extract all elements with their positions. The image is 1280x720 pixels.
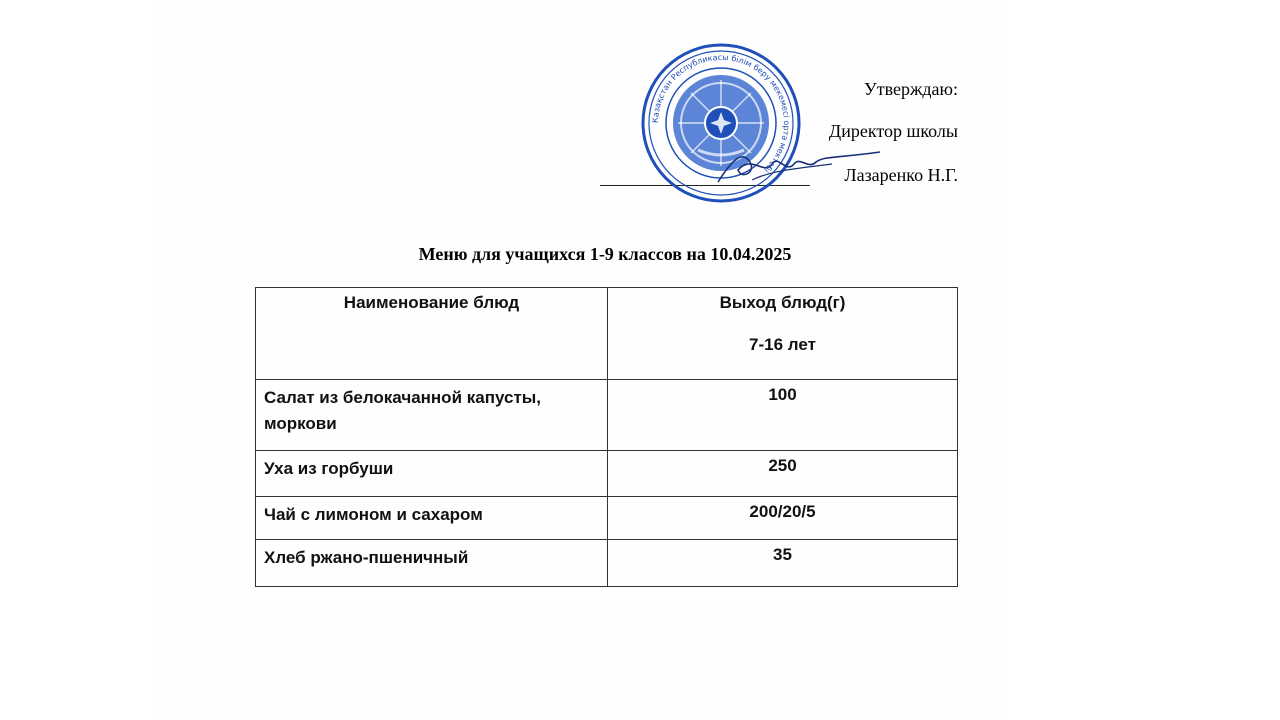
header-portion (608, 288, 958, 380)
header-age-group: 7-16 лет (749, 335, 816, 354)
dish-portion: 100 (608, 380, 958, 451)
dish-portion: 200/20/5 (608, 497, 958, 540)
dish-name: Салат из белокачанной капусты, моркови (256, 380, 608, 451)
table-row (256, 451, 958, 497)
dish-portion: 250 (608, 451, 958, 497)
table-header-row (256, 288, 958, 380)
header-dish-name: Наименование блюд (256, 288, 608, 380)
table-row (256, 540, 958, 587)
menu-table (255, 287, 958, 587)
director-name: Лазаренко Н.Г. (844, 165, 958, 185)
header-portion-label: Выход блюд(г) (719, 293, 846, 312)
approval-title: Утверждаю: (863, 79, 958, 99)
dish-name: Хлеб ржано-пшеничный (256, 540, 608, 587)
director-position: Директор школы (828, 121, 958, 141)
menu-title: Меню для учащихся 1-9 классов на 10.04.2025 (418, 244, 792, 264)
director-signature (712, 140, 882, 190)
stamp-ring-text: Казақстан Республикасы білім беру мекемесі орта мектебі (650, 52, 792, 175)
dish-name: Уха из горбуши (256, 451, 608, 497)
table-row (256, 497, 958, 540)
dish-portion: 35 (608, 540, 958, 587)
table-row (256, 380, 958, 451)
dish-name: Чай с лимоном и сахаром (256, 497, 608, 540)
